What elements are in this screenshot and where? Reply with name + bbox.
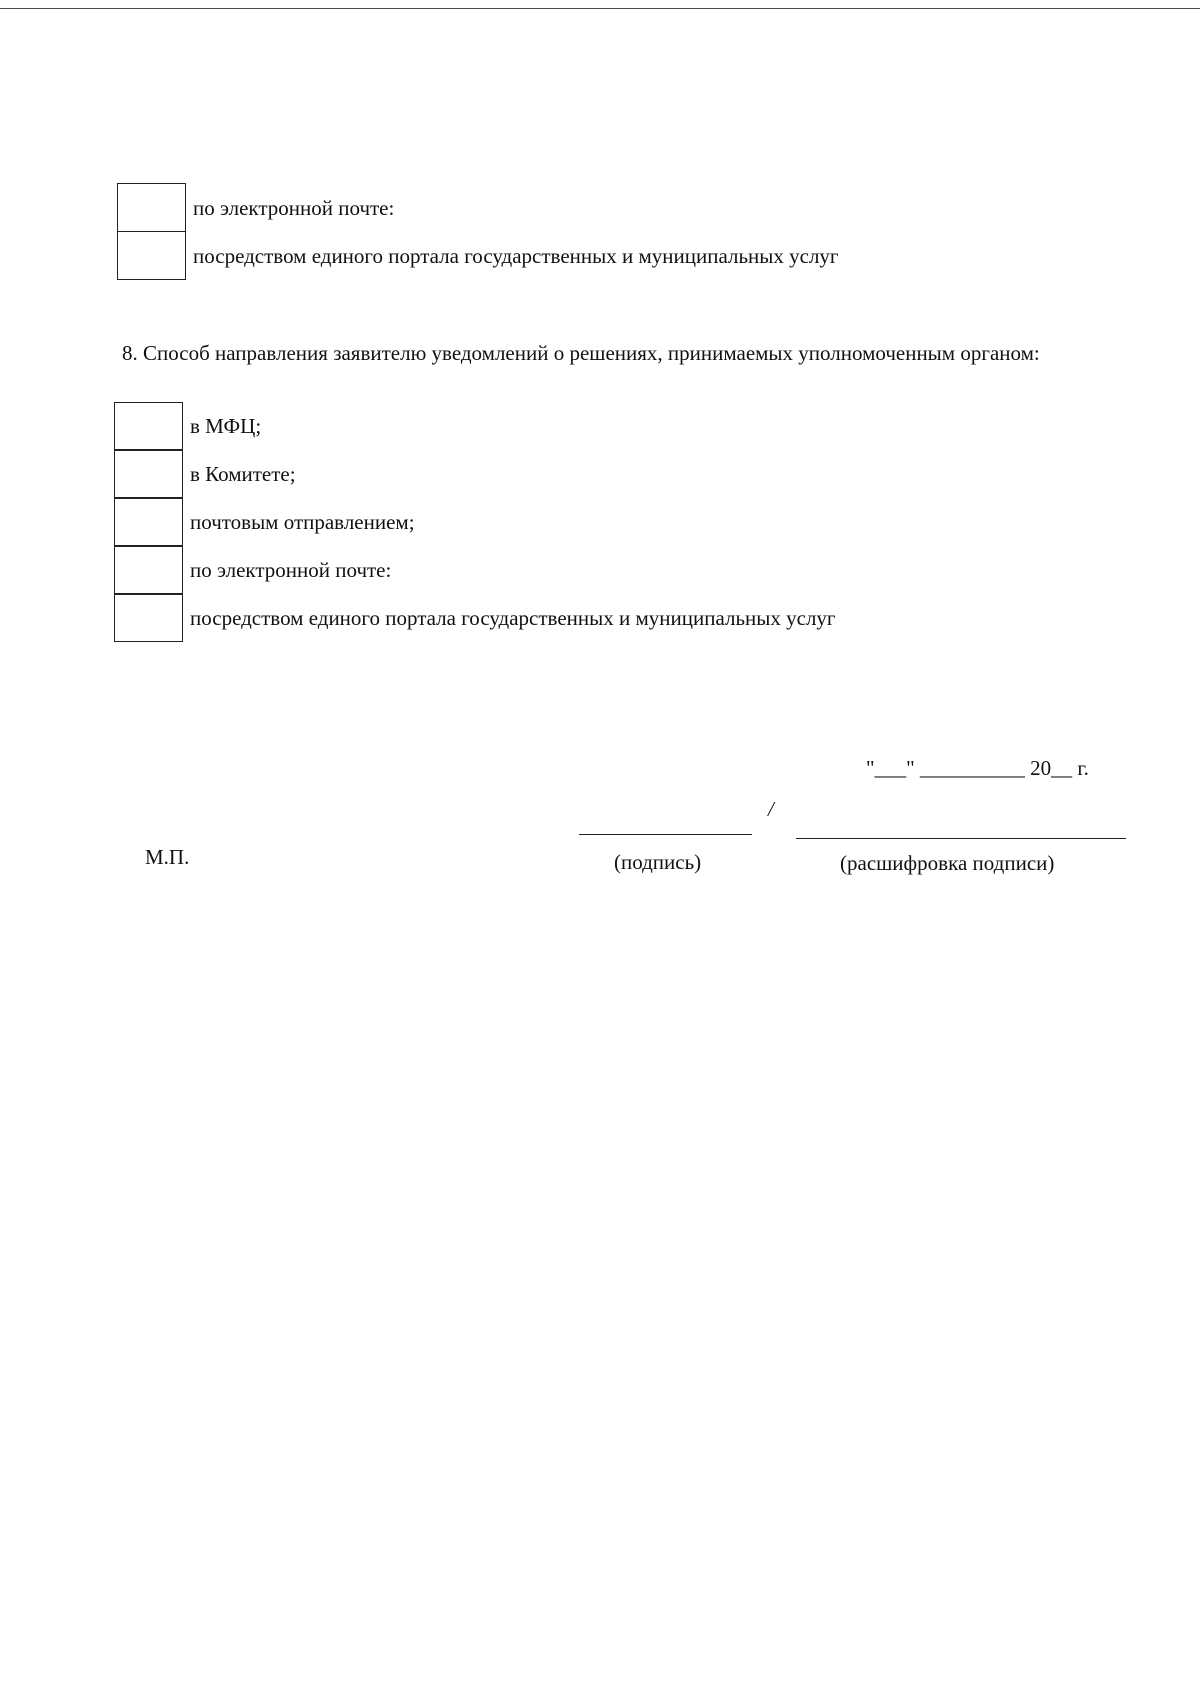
checkbox-label: по электронной почте: xyxy=(193,196,395,220)
signature-line[interactable] xyxy=(579,834,752,835)
checkbox[interactable] xyxy=(114,546,183,594)
date-field: "___" __________ 20__ г. xyxy=(866,756,1089,780)
checkbox-label: в МФЦ; xyxy=(190,414,262,438)
signature-decoding-line[interactable] xyxy=(796,838,1126,839)
checkbox[interactable] xyxy=(117,183,186,232)
checkbox[interactable] xyxy=(114,498,183,546)
checkbox-label: посредством единого портала государственных и муниципальных услуг xyxy=(193,244,839,268)
section-8-heading: 8. Способ направления заявителю уведомлений о решениях, принимаемых уполномоченным органом: xyxy=(122,341,1040,365)
checkbox-label: в Комитете; xyxy=(190,462,296,486)
checkbox[interactable] xyxy=(114,450,183,498)
checkbox-label: почтовым отправлением; xyxy=(190,510,415,534)
signature-decoding-caption: (расшифровка подписи) xyxy=(840,851,1055,875)
checkbox-label: по электронной почте: xyxy=(190,558,392,582)
checkbox-label: посредством единого портала государственных и муниципальных услуг xyxy=(190,606,836,630)
top-rule xyxy=(0,8,1200,9)
checkbox[interactable] xyxy=(114,402,183,450)
checkbox[interactable] xyxy=(117,231,186,280)
stamp-label: М.П. xyxy=(145,845,190,869)
checkbox[interactable] xyxy=(114,594,183,642)
signature-slash: / xyxy=(768,797,774,821)
signature-caption: (подпись) xyxy=(614,850,702,874)
